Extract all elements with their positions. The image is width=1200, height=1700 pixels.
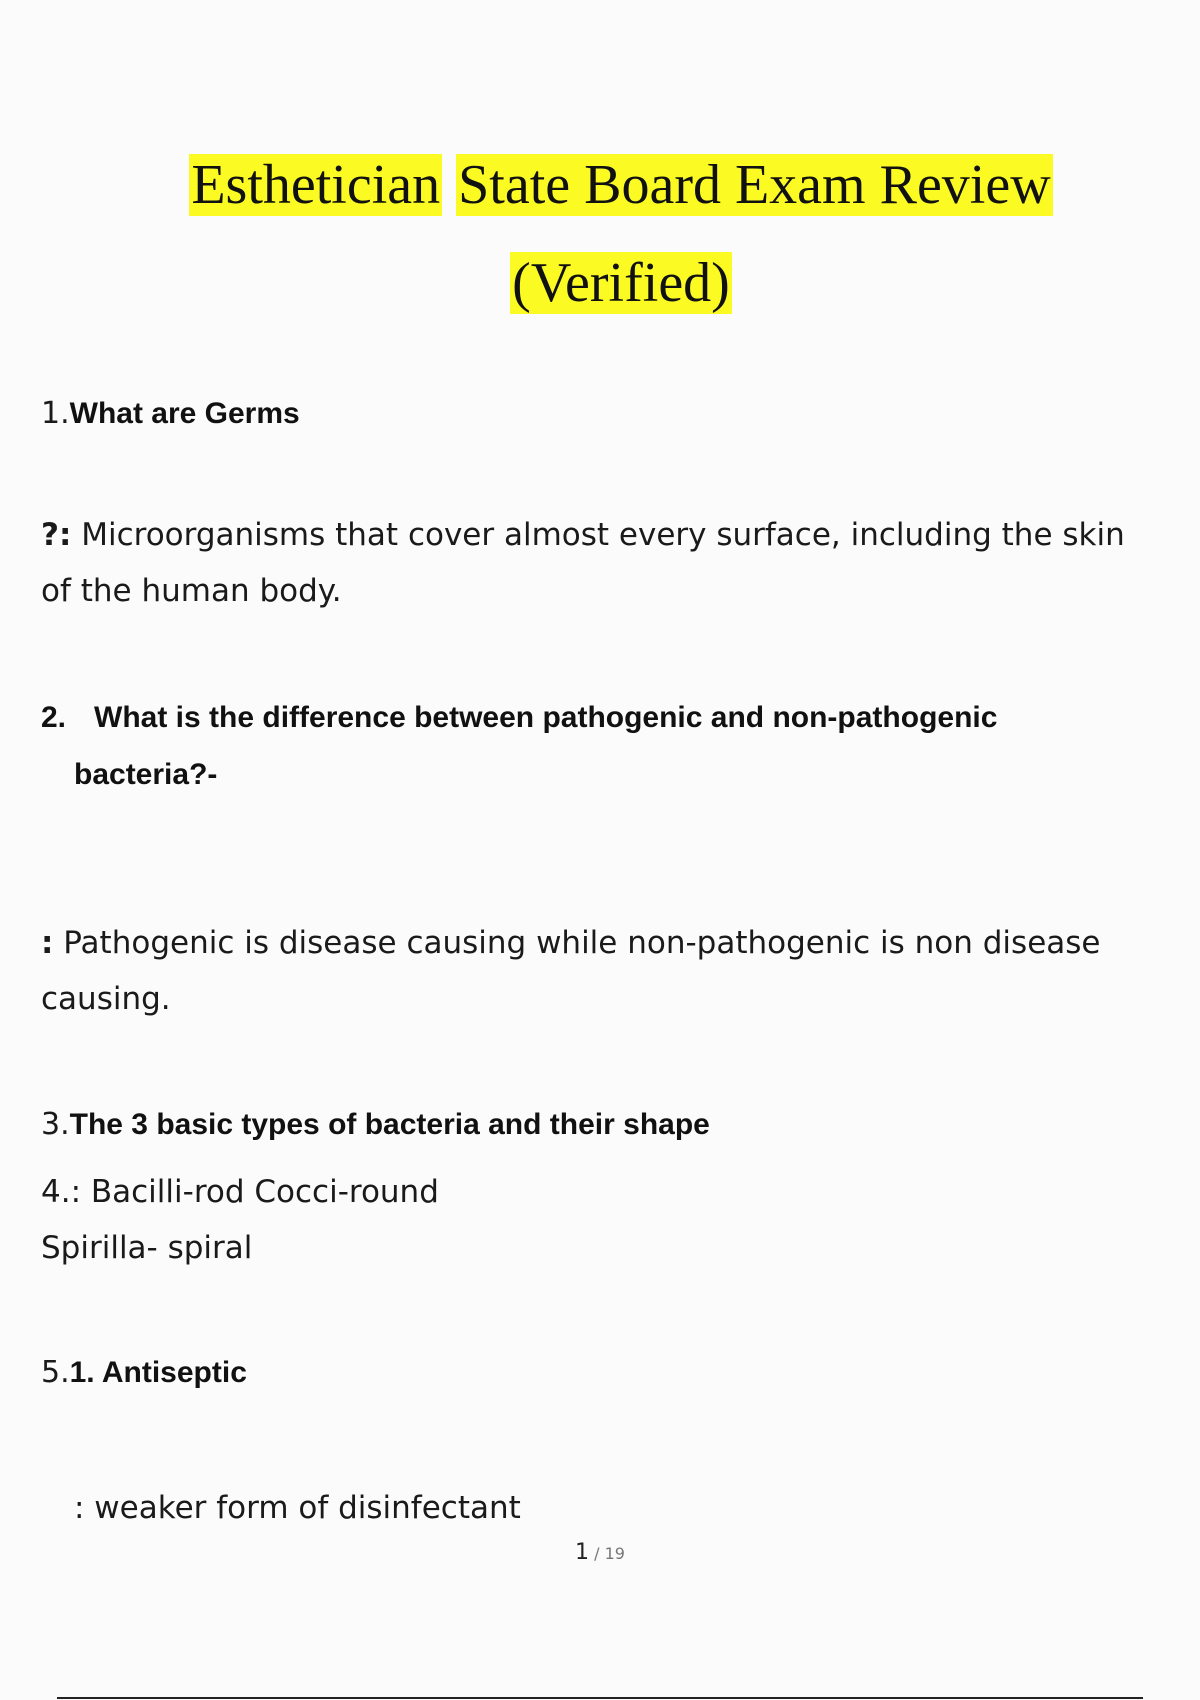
title-highlight-rest: State Board Exam Review	[458, 154, 1051, 216]
answer-2-line-2: causing.	[41, 981, 171, 1017]
document-title-line-1	[21, 152, 1200, 218]
question-2-line-1	[41, 701, 997, 735]
bottom-divider	[57, 1697, 1143, 1699]
page-number-current: 1	[575, 1540, 590, 1565]
question-1	[41, 396, 300, 431]
title-highlight-word: Esthetician	[191, 154, 441, 216]
question-2-number: 2.	[41, 701, 67, 734]
answer-2-line-1	[41, 925, 1101, 961]
title-highlight-verified: (Verified)	[512, 252, 730, 314]
question-2-text: What is the difference between pathogenic and non-pathogenic	[94, 701, 998, 734]
question-3-text: The 3 basic types of bacteria and their shape	[69, 1108, 710, 1141]
question-2-line-2: bacteria?-	[74, 758, 218, 791]
question-5	[41, 1355, 247, 1390]
question-5-text: 1. Antiseptic	[69, 1356, 247, 1389]
answer-3-number: 4.	[41, 1174, 71, 1210]
page-number-total: / 19	[594, 1544, 625, 1563]
answer-3-line-1	[41, 1174, 439, 1210]
answer-1-text: Microorganisms that cover almost every surface, including the skin	[71, 517, 1125, 553]
question-3-number: 3.	[41, 1107, 70, 1142]
answer-2-text: Pathogenic is disease causing while non-pathogenic is non disease	[53, 925, 1101, 961]
answer-3-text: : Bacilli-rod Cocci-round	[70, 1174, 439, 1210]
document-title-line-2	[21, 250, 1200, 316]
answer-1-line-1	[41, 517, 1125, 553]
question-1-number: 1.	[41, 396, 70, 431]
page-number	[0, 1540, 1200, 1565]
answer-1-prefix: ?:	[41, 517, 72, 553]
question-1-text: What are Germs	[69, 397, 300, 430]
answer-5-line-1: : weaker form of disinfectant	[74, 1490, 521, 1526]
answer-3-line-2: Spirilla- spiral	[41, 1230, 253, 1266]
question-3	[41, 1107, 710, 1142]
question-5-number: 5.	[41, 1355, 70, 1390]
answer-2-prefix: :	[41, 925, 54, 961]
answer-1-line-2: of the human body.	[41, 573, 342, 609]
